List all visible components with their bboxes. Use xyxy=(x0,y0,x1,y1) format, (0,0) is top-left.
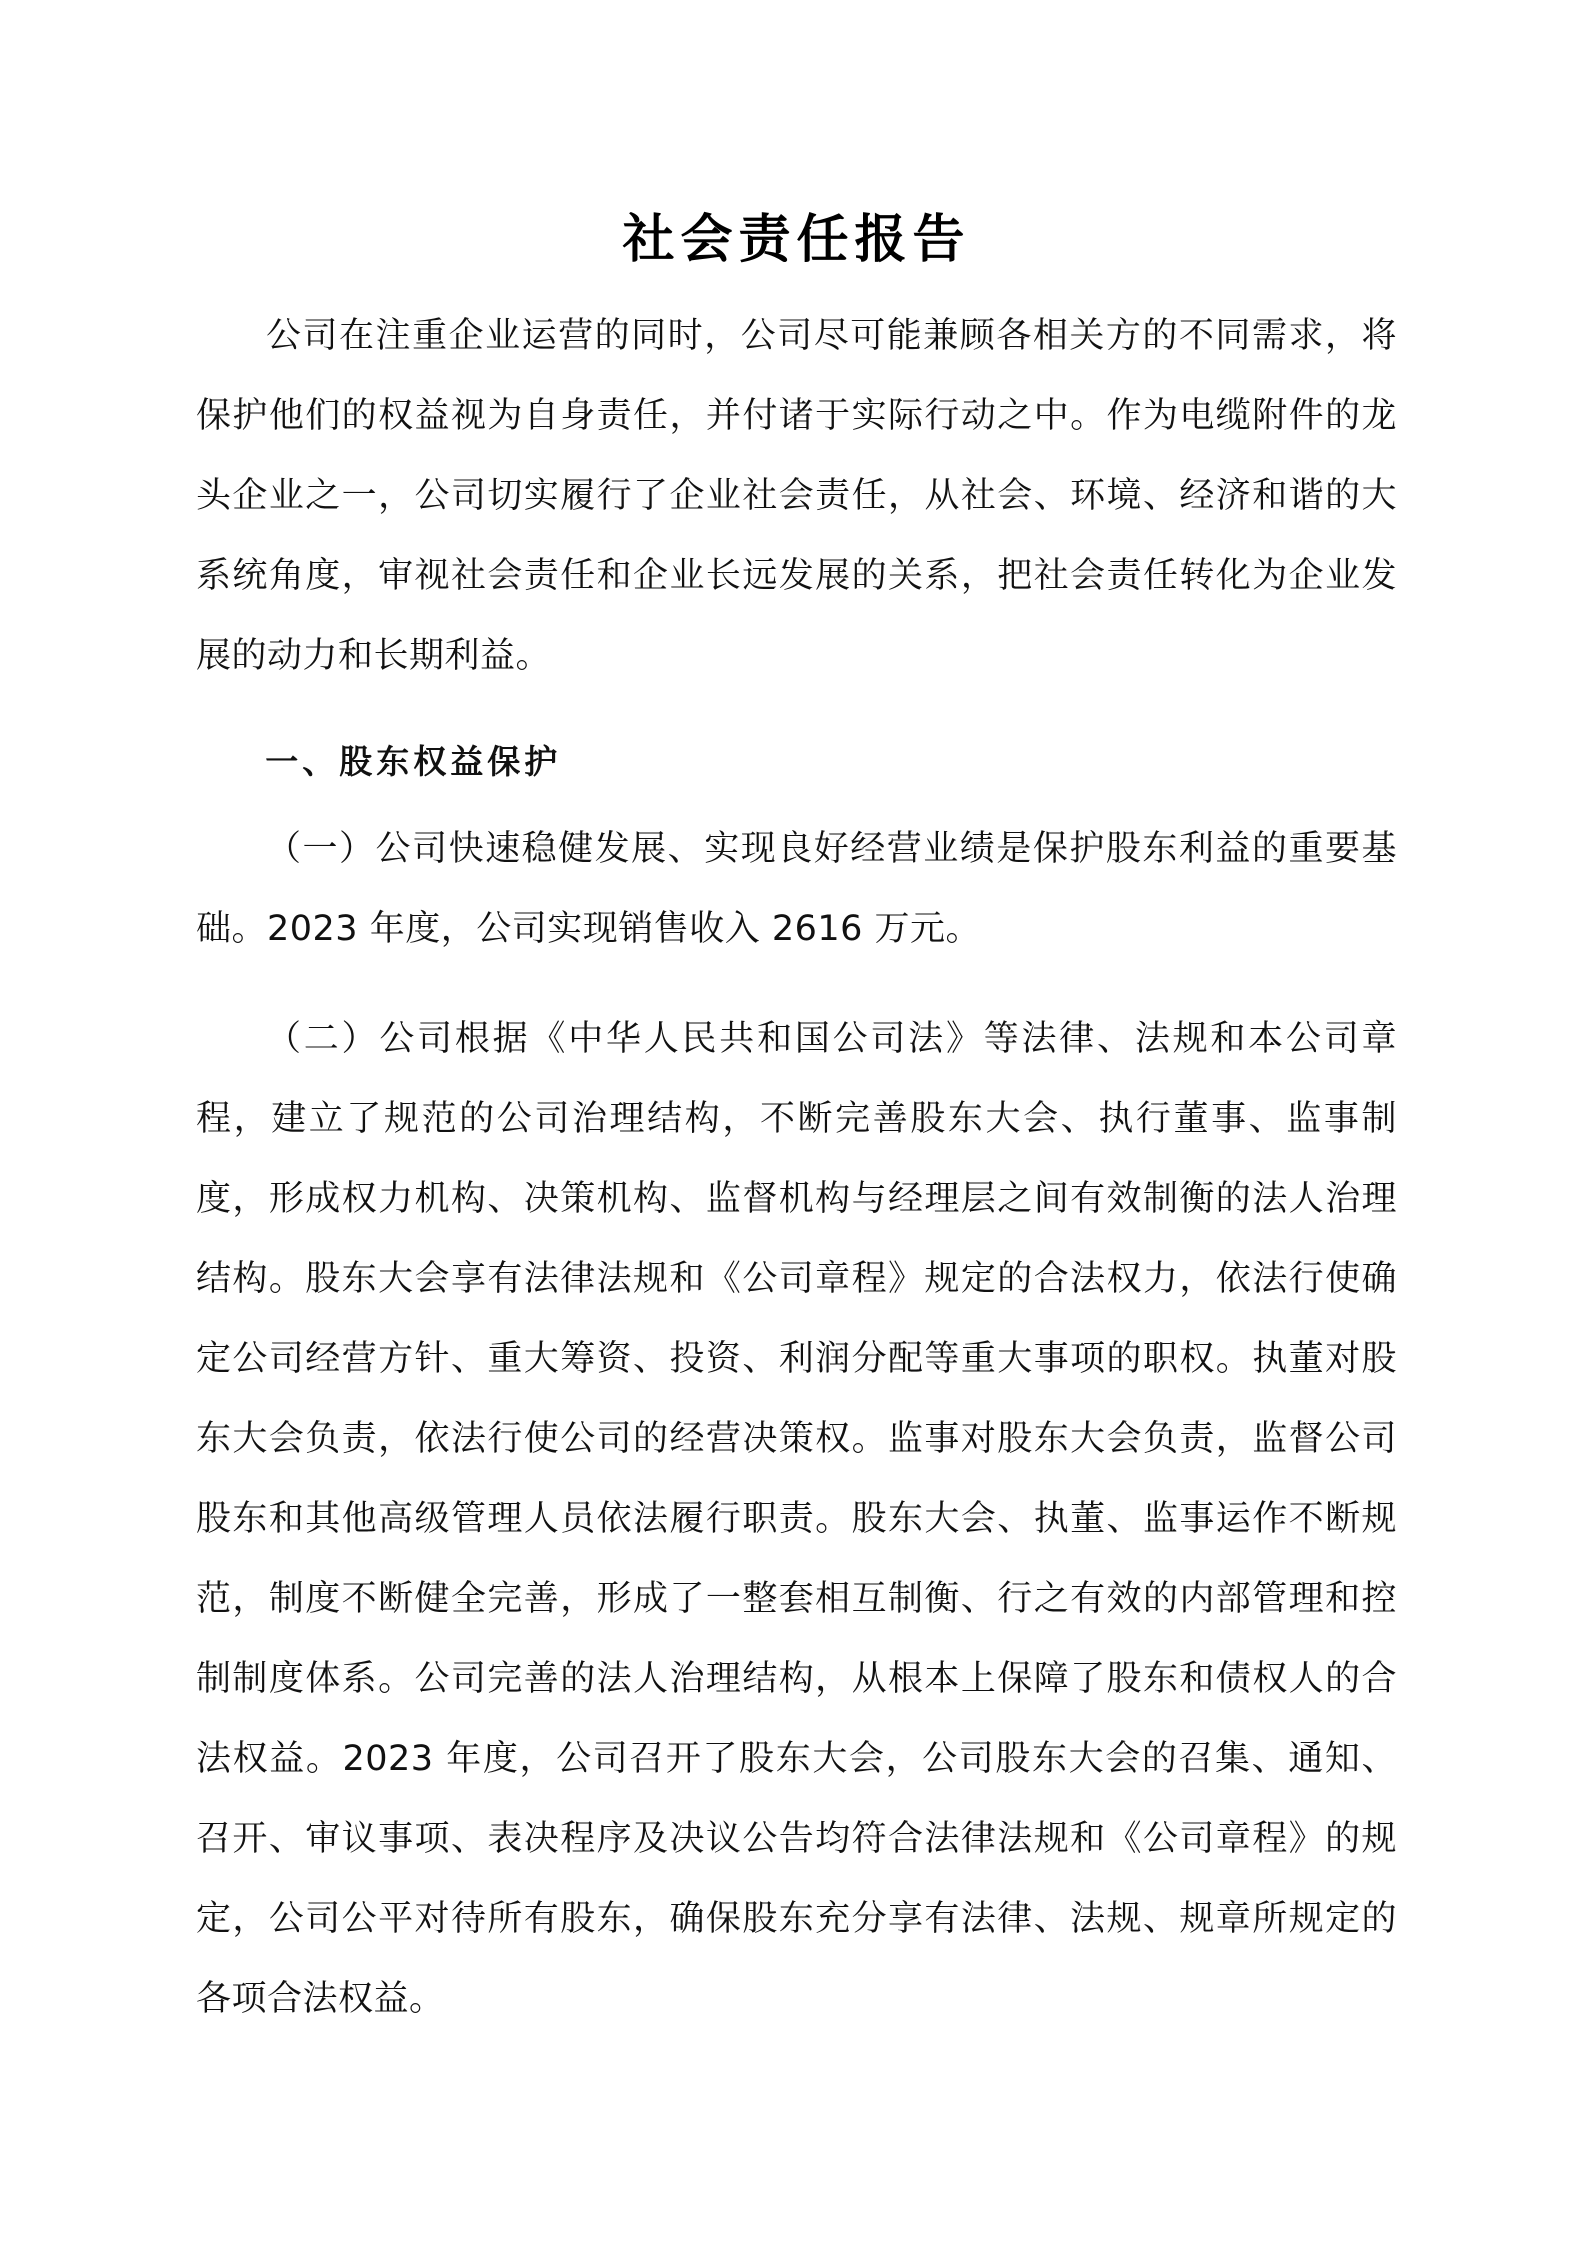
section-1-paragraph-1: （一）公司快速稳健发展、实现良好经营业绩是保护股东利益的重要基础。2023 年度，公司实现销售收入 2616 万元。 xyxy=(196,829,1397,949)
intro-paragraph: 公司在注重企业运营的同时，公司尽可能兼顾各相关方的不同需求，将保护他们的权益视为自身责任，并付诸于实际行动之中。作为电缆附件的龙头企业之一，公司切实履行了企业社会责任，从社会、环境、经济和谐的大系统角度，审视社会责任和企业长远发展的关系，把社会责任转化为企业发展的动力和长期利益。 xyxy=(196,316,1397,676)
document-body xyxy=(196,296,1397,2039)
paragraph-spacer xyxy=(196,969,1397,999)
document-title: 社会责任报告 xyxy=(622,209,971,270)
section-1-paragraph-2: （二）公司根据《中华人民共和国公司法》等法律、法规和本公司章程，建立了规范的公司治理结构，不断完善股东大会、执行董事、监事制度，形成权力机构、决策机构、监督机构与经理层之间有效制衡的法人治理结构。股东大会享有法律法规和《公司章程》规定的合法权力，依法行使确定公司经营方针、重大筹资、投资、利润分配等重大事项的职权。执董对股东大会负责，依法行使公司的经营决策权。监事对股东大会负责，监督公司股东和其他高级管理人员依法履行职责。股东大会、执董、监事运作不断规范，制度不断健全完善，形成了一整套相互制衡、行之有效的内部管理和控制制度体系。公司完善的法人治理结构，从根本上保障了股东和债权人的合法权益。2023 年度，公司召开了股东大会，公司股东大会的召集、通知、召开、审议事项、表决程序及决议公告均符合法律法规和《公司章程》的规定，公司公平对待所有股东，确保股东充分享有法律、法规、规章所规定的各项合法权益。 xyxy=(196,1019,1397,2019)
section-heading-shareholder-rights: 一、股东权益保护 xyxy=(265,742,562,781)
